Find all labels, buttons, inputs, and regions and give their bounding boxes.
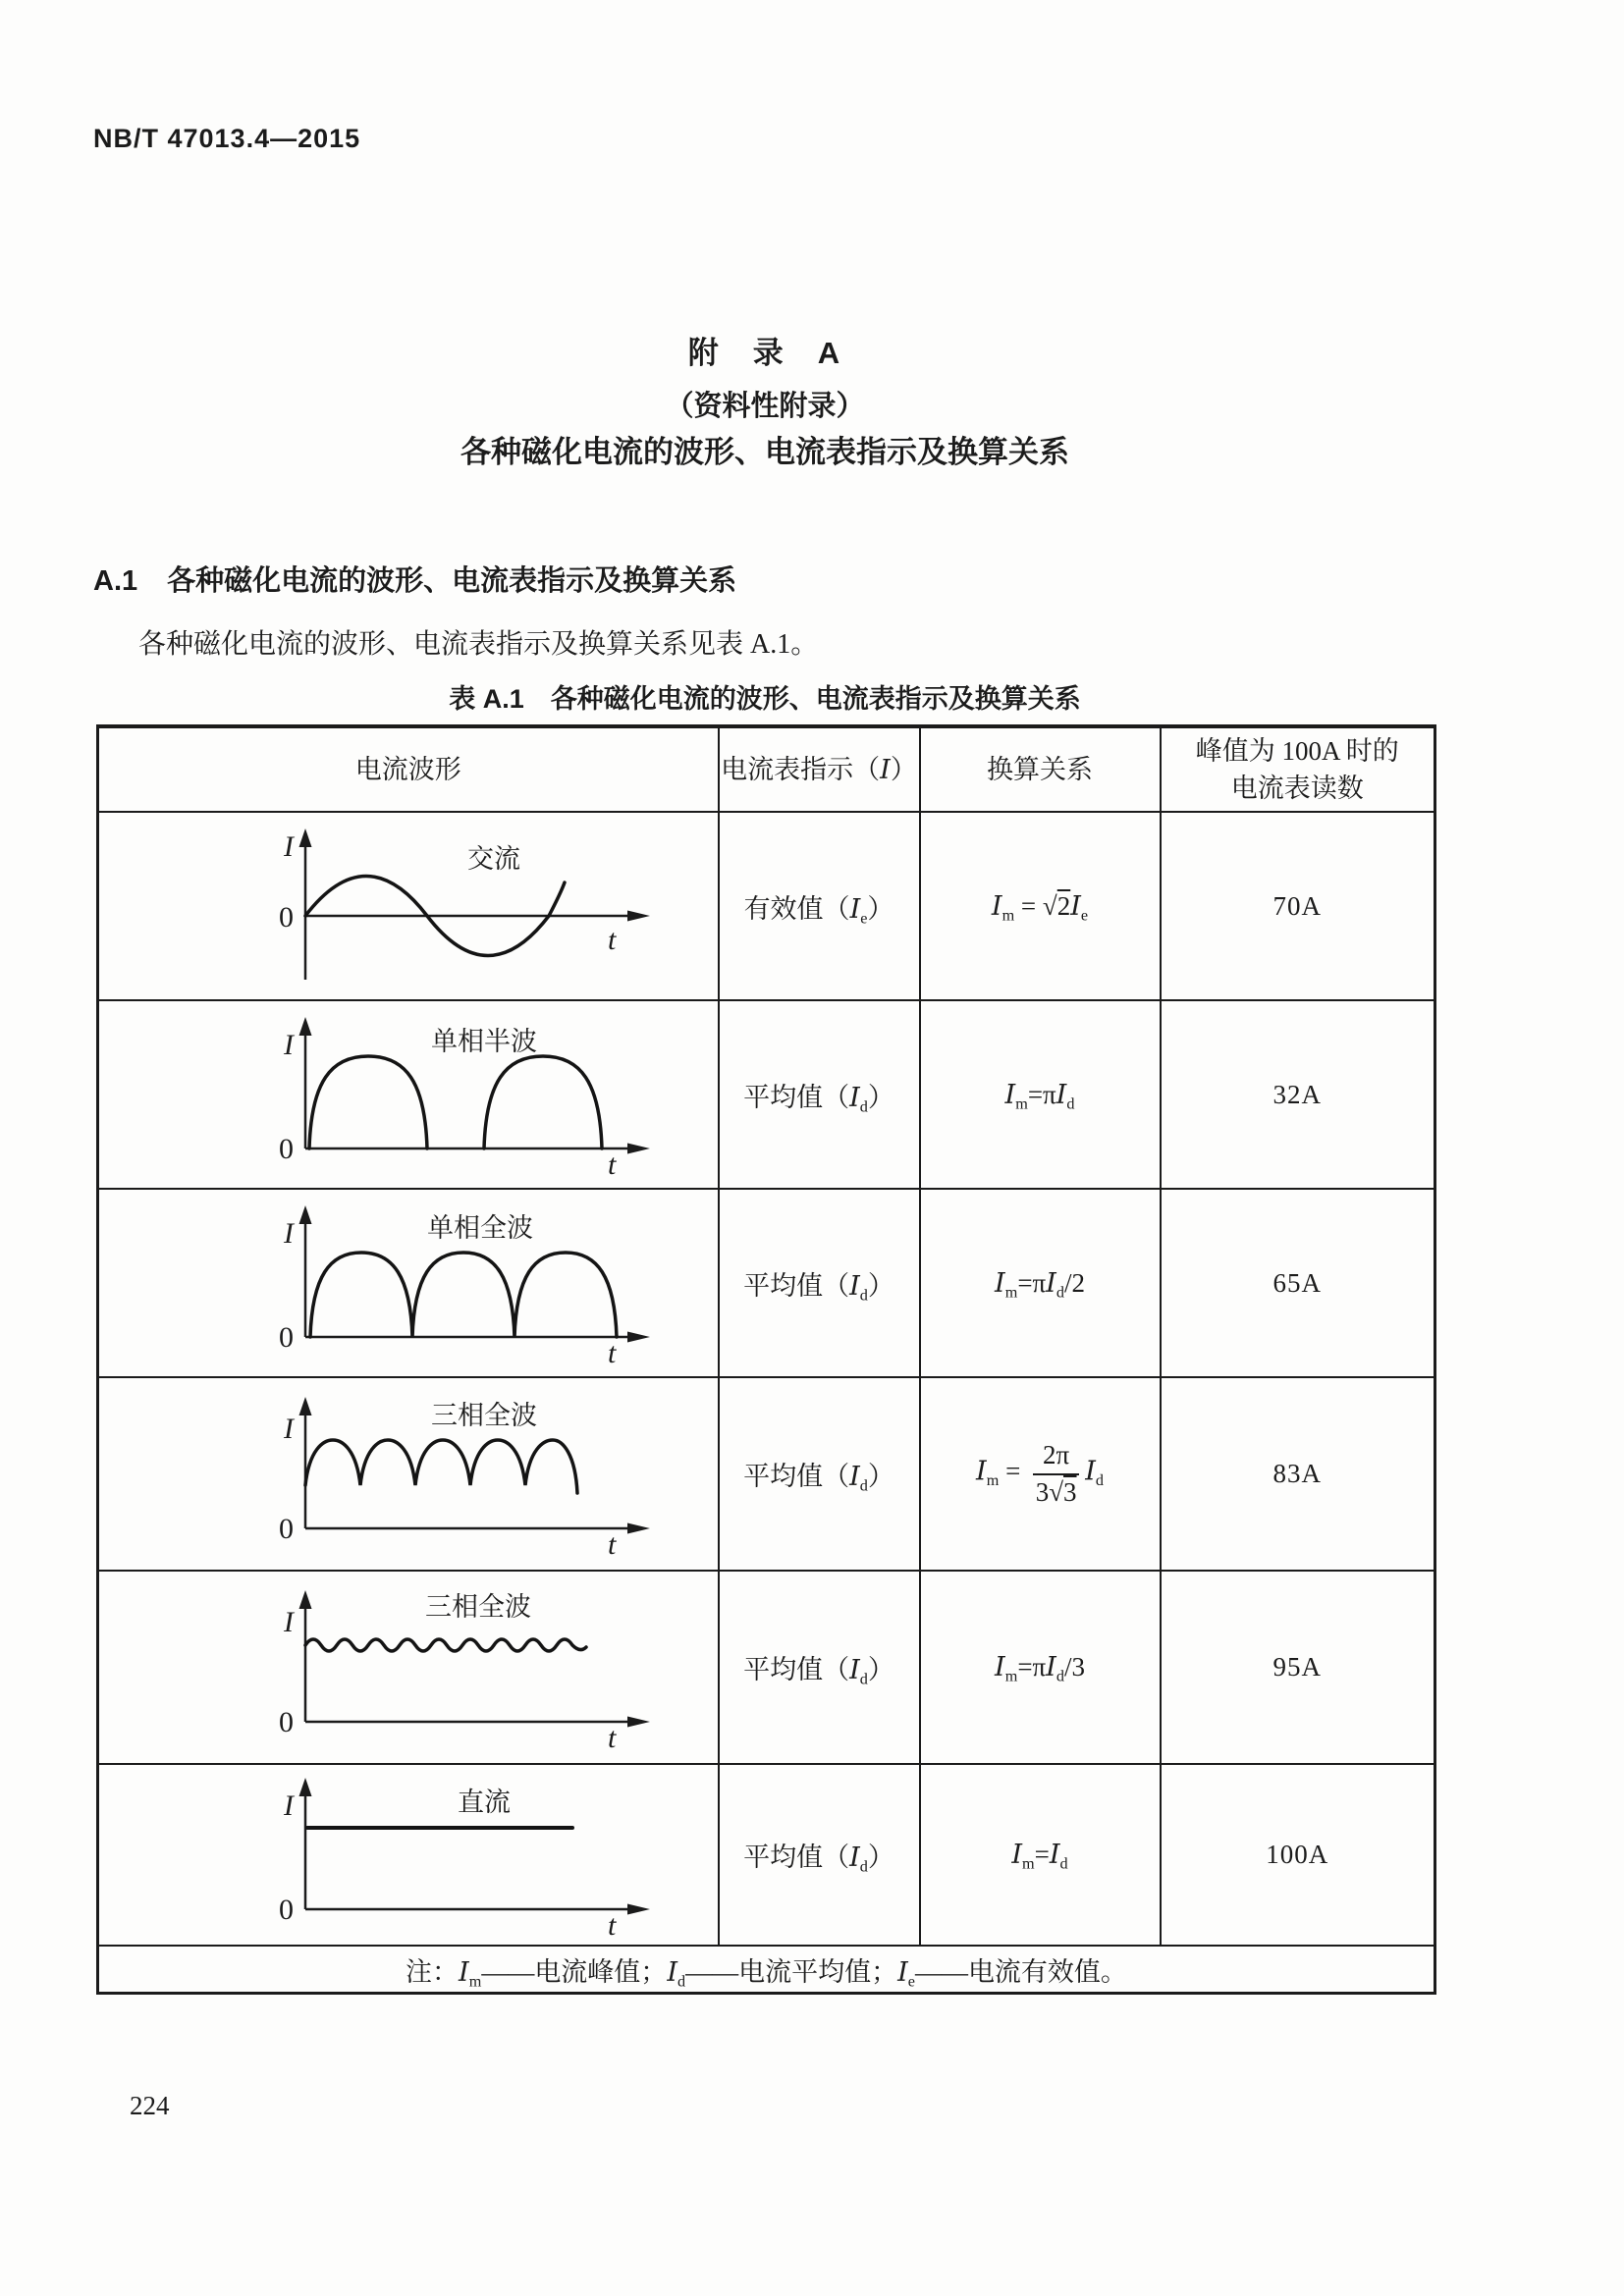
header-reading-line2: 电流表读数 — [1230, 774, 1364, 803]
formula-cell: $I_m=\pi I_d$ — [920, 1000, 1161, 1189]
full-wave-curve — [310, 1253, 617, 1337]
table-a1 — [96, 724, 1436, 1995]
origin-label: 0 — [279, 1133, 294, 1165]
waveform-label: 三相全波 — [431, 1400, 537, 1430]
table-row-ac — [98, 812, 1435, 1000]
t-axis-label: t — [608, 1148, 617, 1178]
waveform-label: 直流 — [458, 1787, 511, 1817]
indication-cell: 平均值$(I_d)$ — [719, 1764, 920, 1946]
table-row-dc — [98, 1764, 1435, 1946]
formula-cell: $I_m = √2I_e$ — [920, 812, 1161, 1000]
table-note-row — [98, 1946, 1435, 1994]
formula-cell: $I_m=\pi I_d/2$ — [920, 1189, 1161, 1377]
standard-code: NB/T 47013.4—2015 — [93, 124, 361, 153]
half-wave-plot — [237, 1011, 669, 1178]
y-axis-label: I — [284, 1605, 294, 1638]
reading-cell: 100A — [1161, 1764, 1435, 1946]
three-phase-plot — [237, 1391, 669, 1558]
waveform-label: 单相全波 — [427, 1213, 533, 1243]
waveform-cell-ac — [98, 812, 719, 1000]
section-number: A.1 — [93, 565, 138, 597]
table-note: 注：$I_m——$电流峰值；$I_d——$电流平均值；$I_e——$电流有效值。 — [98, 1946, 1435, 1994]
y-axis-label: I — [284, 1789, 294, 1822]
indication-cell: 平均值$(I_d)$ — [719, 1377, 920, 1571]
indication-cell: 平均值$(I_d)$ — [719, 1571, 920, 1764]
waveform-label: 交流 — [467, 844, 520, 874]
appendix-subject: 各种磁化电流的波形、电流表指示及换算关系 — [460, 435, 1069, 469]
y-axis-arrow-icon — [299, 1017, 312, 1036]
origin-label: 0 — [279, 1893, 294, 1926]
appendix-title: 附 录 A — [687, 336, 842, 370]
formula-cell: $I_m$ = $\frac{2\pi}{3√3}$ $I_d$ — [920, 1377, 1161, 1571]
header-waveform: 电流波形 — [98, 726, 719, 812]
t-axis-arrow-icon — [627, 911, 650, 922]
y-axis-label: I — [284, 830, 294, 863]
indication-cell: 平均值$(I_d)$ — [719, 1000, 920, 1189]
t-axis-arrow-icon — [627, 1144, 650, 1154]
half-wave-curve — [309, 1056, 602, 1148]
reading-cell: 95A — [1161, 1571, 1435, 1764]
y-axis-arrow-icon — [299, 1205, 312, 1224]
waveform-label: 单相半波 — [431, 1027, 537, 1056]
waveform-cell-three-phase-smoothed — [98, 1571, 719, 1764]
full-wave-plot — [237, 1200, 669, 1366]
waveform-cell-three-phase — [98, 1377, 719, 1571]
three-phase-ripple-plot — [237, 1584, 669, 1751]
header-indication: 电流表指示（I） — [719, 726, 920, 812]
table-header-row — [98, 726, 1435, 812]
appendix-subtitle: （资料性附录） — [665, 391, 865, 422]
y-axis-arrow-icon — [299, 828, 312, 847]
origin-label: 0 — [279, 1705, 294, 1738]
reading-cell: 65A — [1161, 1189, 1435, 1377]
y-axis-arrow-icon — [299, 1590, 312, 1609]
three-phase-ripple-curve — [305, 1639, 586, 1651]
waveform-label: 三相全波 — [425, 1591, 531, 1622]
y-axis-label: I — [284, 1412, 294, 1445]
origin-label: 0 — [279, 1321, 294, 1354]
table-row-half-wave — [98, 1000, 1435, 1189]
reading-cell: 83A — [1161, 1377, 1435, 1571]
t-axis-arrow-icon — [627, 1332, 650, 1343]
t-axis-arrow-icon — [627, 1716, 650, 1727]
t-axis-arrow-icon — [627, 1903, 650, 1914]
section-a1-heading — [93, 559, 736, 599]
three-phase-curve — [305, 1440, 577, 1493]
header-reading — [1161, 726, 1435, 812]
t-axis-label: t — [608, 1721, 617, 1751]
t-axis-label: t — [608, 1527, 617, 1558]
table-caption: 表 A.1 各种磁化电流的波形、电流表指示及换算关系 — [449, 684, 1081, 714]
y-axis-arrow-icon — [299, 1778, 312, 1796]
waveform-cell-dc — [98, 1764, 719, 1946]
t-axis-arrow-icon — [627, 1522, 650, 1533]
t-axis-label: t — [608, 924, 617, 956]
section-title: 各种磁化电流的波形、电流表指示及换算关系 — [167, 565, 737, 597]
table-row-three-phase — [98, 1377, 1435, 1571]
y-axis-label: I — [284, 1217, 294, 1250]
dc-plot — [237, 1772, 669, 1939]
t-axis-label: t — [608, 1337, 617, 1366]
formula-cell: $I_m=I_d$ — [920, 1764, 1161, 1946]
t-axis-label: t — [608, 1908, 617, 1939]
header-reading-line1: 峰值为 100A 时的 — [1195, 736, 1399, 766]
ac-sine-plot — [237, 823, 669, 989]
indication-cell: 平均值$(I_d)$ — [719, 1189, 920, 1377]
formula-cell: $I_m=\pi I_d/3$ — [920, 1571, 1161, 1764]
origin-label: 0 — [279, 1512, 294, 1545]
reading-cell: 70A — [1161, 812, 1435, 1000]
table-row-three-phase-smoothed — [98, 1571, 1435, 1764]
reading-cell: 32A — [1161, 1000, 1435, 1189]
header-conversion: 换算关系 — [920, 726, 1161, 812]
indication-cell: 有效值$(I_e)$ — [719, 812, 920, 1000]
y-axis-arrow-icon — [299, 1397, 312, 1415]
origin-label: 0 — [279, 901, 294, 934]
table-row-full-wave — [98, 1189, 1435, 1377]
waveform-cell-full-wave — [98, 1189, 719, 1377]
waveform-cell-half-wave — [98, 1000, 719, 1189]
y-axis-label: I — [284, 1029, 294, 1061]
section-a1-paragraph: 各种磁化电流的波形、电流表指示及换算关系见表 A.1。 — [138, 629, 819, 660]
page-number: 224 — [130, 2091, 170, 2120]
